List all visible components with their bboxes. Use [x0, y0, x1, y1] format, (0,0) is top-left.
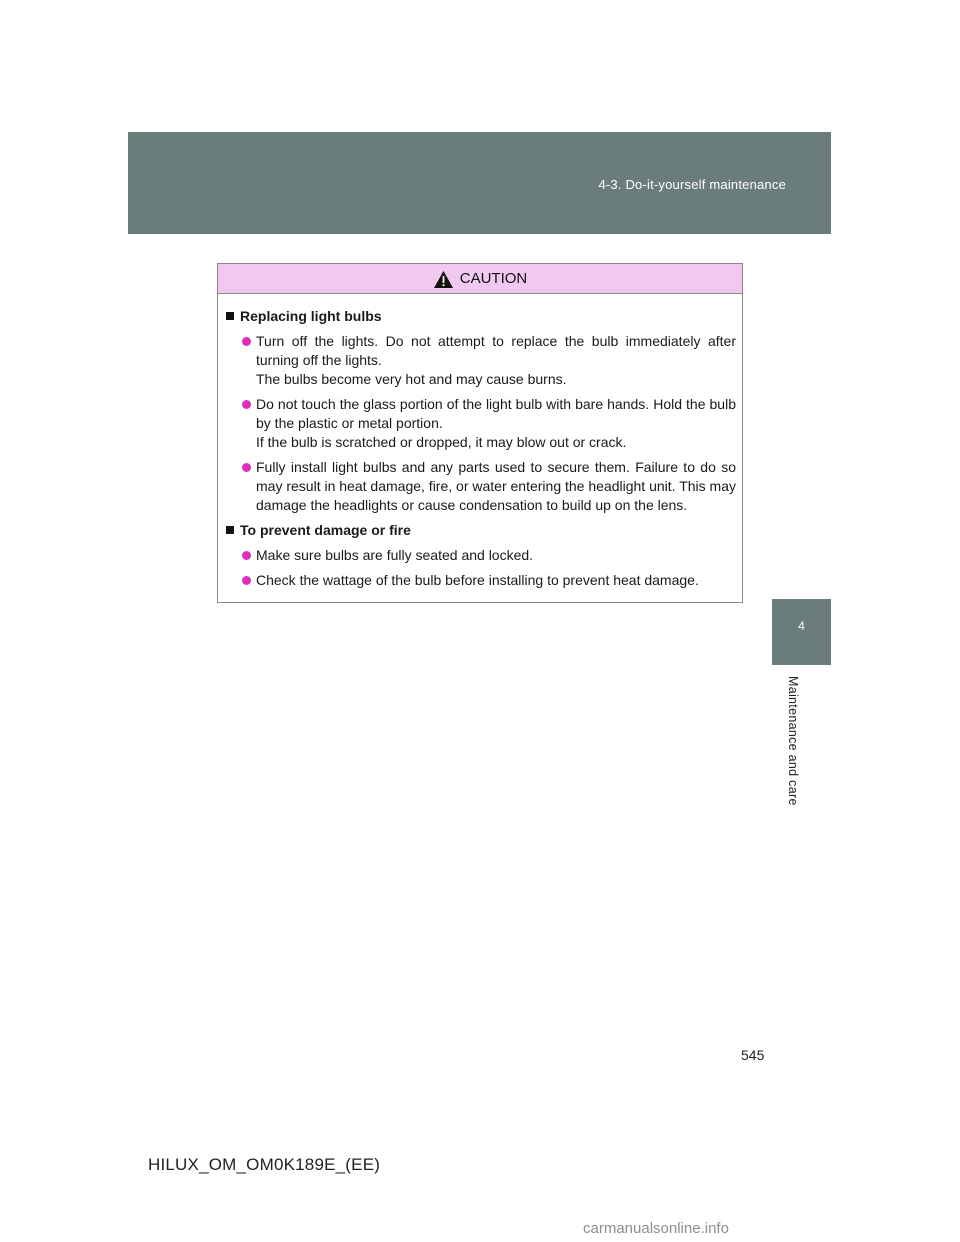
- warning-triangle-icon: [433, 270, 454, 289]
- watermark: carmanualsonline.info: [583, 1220, 729, 1237]
- square-bullet-icon: [226, 312, 234, 320]
- list-item: [225, 332, 736, 389]
- header-band: [128, 132, 831, 234]
- section-heading: Replacing light bulbs: [225, 307, 736, 326]
- item-text: Fully install light bulbs and any parts used to secure them. Failure to do so may result in heat damage, fire, or water entering the headlight unit. This may damage the headlights or cause condensation to build up on the lens.: [256, 459, 736, 513]
- caution-box: [217, 263, 743, 603]
- dot-bullet-icon: [242, 576, 251, 585]
- section-heading: To prevent damage or fire: [225, 521, 736, 540]
- chapter-tab: [772, 599, 831, 665]
- page-number: 545: [741, 1047, 765, 1063]
- document-code: HILUX_OM_OM0K189E_(EE): [148, 1155, 381, 1174]
- dot-bullet-icon: [242, 400, 251, 409]
- item-text: Turn off the lights. Do not attempt to replace the bulb immediately after turning off the lights.: [256, 333, 736, 368]
- caution-header: [218, 264, 742, 294]
- chapter-title: Maintenance and care: [786, 676, 800, 806]
- item-text: Make sure bulbs are fully seated and locked.: [256, 547, 534, 563]
- dot-bullet-icon: [242, 337, 251, 346]
- caution-body: [218, 294, 742, 590]
- dot-bullet-icon: [242, 551, 251, 560]
- item-note: The bulbs become very hot and may cause burns.: [256, 371, 567, 387]
- item-text: Do not touch the glass portion of the light bulb with bare hands. Hold the bulb by the plastic or metal portion.: [256, 396, 736, 431]
- dot-bullet-icon: [242, 463, 251, 472]
- list-item: [225, 458, 736, 515]
- square-bullet-icon: [226, 526, 234, 534]
- item-note: If the bulb is scratched or dropped, it may blow out or crack.: [256, 434, 627, 450]
- caution-title: CAUTION: [459, 270, 528, 287]
- list-item: [225, 395, 736, 452]
- item-text: Check the wattage of the bulb before installing to prevent heat damage.: [256, 572, 699, 588]
- list-item: [225, 546, 736, 565]
- chapter-number: 4: [798, 619, 805, 633]
- list-item: [225, 571, 736, 590]
- section-title: 4-3. Do-it-yourself maintenance: [598, 177, 786, 192]
